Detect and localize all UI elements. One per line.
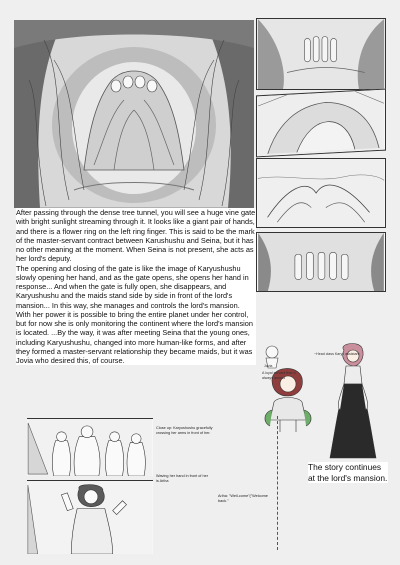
caption-waving: Waving her hand in front of her is Ariha bbox=[156, 474, 208, 483]
panel-maids-crossing-arms bbox=[27, 418, 153, 476]
panel-maids-at-gate bbox=[256, 18, 386, 90]
caption-ariha: Ariha: "Well-come"("Welcome back." bbox=[218, 494, 268, 503]
vine-tunnel-illustration bbox=[14, 20, 254, 208]
figure-closeup-drawing bbox=[257, 90, 385, 157]
maids-at-gate-drawing bbox=[257, 19, 385, 89]
story-paragraph-2: The opening and closing of the gate is like the image of Karyushushu slowly opening her hand, and as the gate opens, she opens her hand in response... And when the gate is fully open, she disappears, and Karyushushu and the maids stand side by side in front of the lord's mansion... In this way, she manages and controls the lord's mansion. bbox=[16, 263, 249, 310]
caption-close-up: Close up: Karyushushu gracefully crossing her arms in front of her. bbox=[156, 426, 213, 435]
story-continues-text: The story continues at the lord's mansion. bbox=[308, 462, 388, 483]
maids-crossing-arms-drawing bbox=[27, 419, 153, 476]
jovia-note: Jovia bbox=[264, 364, 273, 368]
head-maid-note: ~Head class Karyu assistant bbox=[314, 352, 360, 356]
story-paragraph-3: With her power it is possible to bring the entire planet under her control, but for now she is only monitoring the continent where the lord's mansion is located. ...By the way, it was after meeting Seina that the young ones, including Karyushushu, changed into more human-like forms, and after they formed a master-servant relationship they became maids, but it was Jovia who desired this, of course. bbox=[16, 309, 253, 365]
panel-figure-closeup bbox=[256, 89, 386, 158]
vine-hands-drawing bbox=[257, 159, 385, 227]
maids-lineup-drawing bbox=[257, 233, 385, 291]
maid-waving-drawing bbox=[27, 481, 153, 554]
captions-column bbox=[154, 416, 278, 550]
panel-vine-hands bbox=[256, 158, 386, 228]
panel-maids-lineup bbox=[256, 232, 386, 292]
panel-maid-waving bbox=[27, 480, 153, 554]
story-paragraph-1: After passing through the dense tree tunnel, you will see a huge vine gate with bright sunlight streaming through it. It looks like a giant pair of hands, and there is a flower ring on the left ring finger. This is said to be the mark of the master-servant contract between Karushushu and Seina, but it has no other meaning at the moment. When Seina is not present, she acts as her lord's deputy. bbox=[16, 208, 256, 264]
loyal-servant-note: A loyal servant that is always around bbox=[262, 371, 296, 380]
vine-tunnel-drawing bbox=[14, 20, 254, 208]
story-text bbox=[16, 208, 256, 365]
